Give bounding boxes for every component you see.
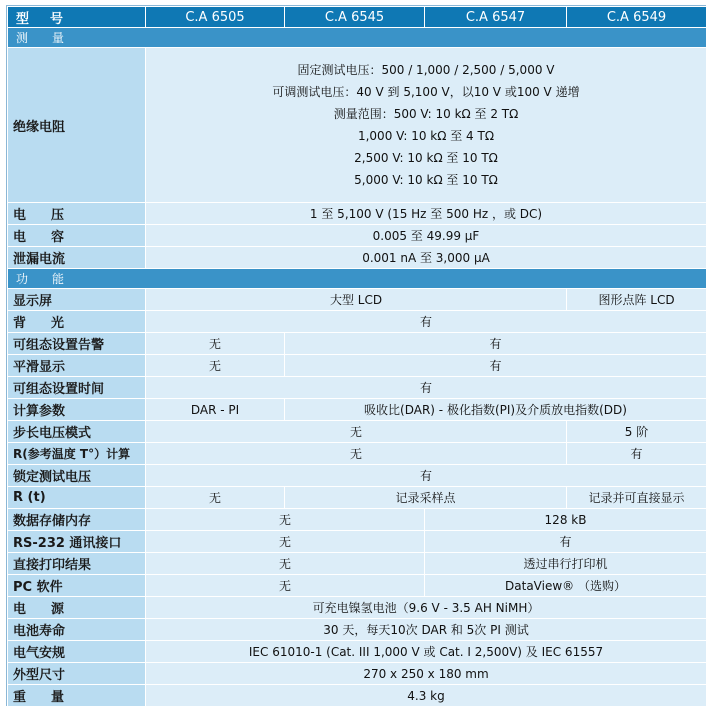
model-ca6549: C.A 6549 [567, 7, 707, 28]
cell-value: 无 [146, 553, 425, 575]
cell-value: 透过串行打印机 [425, 553, 707, 575]
row-label: 电气安规 [8, 641, 146, 663]
cell-value: 5 阶 [567, 421, 707, 443]
cell-value: IEC 61010-1 (Cat. III 1,000 V 或 Cat. I 2,500V) 及 IEC 61557 [146, 641, 707, 663]
row-label: 绝缘电阻 [8, 48, 146, 203]
row-size [8, 663, 707, 685]
row-smoothing [8, 355, 707, 377]
cell-value: 无 [146, 531, 425, 553]
row-label: 数据存储内存 [8, 509, 146, 531]
row-reftemp [8, 443, 707, 465]
row-pc [8, 575, 707, 597]
cell-value: 无 [146, 421, 567, 443]
cell-value: 无 [146, 509, 425, 531]
cell-value: 大型 LCD [146, 289, 567, 311]
row-label: 背 光 [8, 311, 146, 333]
row-label: 计算参数 [8, 399, 146, 421]
row-backlight [8, 311, 707, 333]
cell-value: 有 [146, 465, 707, 487]
cell-value: 图形点阵 LCD [567, 289, 707, 311]
cell-value: 0.005 至 49.99 μF [146, 225, 707, 247]
row-insulation [8, 48, 707, 203]
row-rt [8, 487, 707, 509]
cell-value: 有 [285, 355, 707, 377]
model-label: 型 号 [8, 7, 146, 28]
section-measure-title: 测 量 [8, 28, 707, 48]
row-display [8, 289, 707, 311]
row-label: 重 量 [8, 685, 146, 707]
row-label: 显示屏 [8, 289, 146, 311]
cell-value: 无 [146, 575, 425, 597]
cell-value: 无 [146, 355, 285, 377]
spec-table [7, 6, 707, 707]
cell-value: 30 天，每天10次 DAR 和 5次 PI 测试 [146, 619, 707, 641]
row-label: 可组态设置时间 [8, 377, 146, 399]
row-label: 电 容 [8, 225, 146, 247]
row-lockvolt [8, 465, 707, 487]
row-label: 直接打印结果 [8, 553, 146, 575]
cell-value: 无 [146, 333, 285, 355]
cell-value: 有 [146, 377, 707, 399]
row-label: 电池寿命 [8, 619, 146, 641]
row-safety [8, 641, 707, 663]
cell-value: 可充电镍氢电池（9.6 V - 3.5 AH NiMH） [146, 597, 707, 619]
insulation-line: 5,000 V: 10 kΩ 至 10 TΩ [354, 173, 498, 187]
insulation-line: 固定测试电压：500 / 1,000 / 2,500 / 5,000 V [297, 63, 555, 77]
section-function-title: 功 能 [8, 269, 707, 289]
cell-value: 128 kB [425, 509, 707, 531]
cell-value: 4.3 kg [146, 685, 707, 707]
row-capacitance [8, 225, 707, 247]
cell-value: 吸收比(DAR) - 极化指数(PI)及介质放电指数(DD) [285, 399, 707, 421]
row-leakage [8, 247, 707, 269]
cell-value: 0.001 nA 至 3,000 μA [146, 247, 707, 269]
row-step [8, 421, 707, 443]
cell-value: 记录采样点 [285, 487, 567, 509]
row-label: R(参考温度 T°）计算 [8, 443, 146, 465]
cell-value: 1 至 5,100 V (15 Hz 至 500 Hz ，或 DC) [146, 203, 707, 225]
row-print [8, 553, 707, 575]
insulation-line: 可调测试电压：40 V 到 5,100 V，以10 V 或100 V 递增 [272, 85, 580, 99]
section-measure [8, 28, 707, 48]
header-row [8, 7, 707, 28]
row-voltage [8, 203, 707, 225]
row-label: 泄漏电流 [8, 247, 146, 269]
insulation-values [146, 48, 707, 203]
section-function [8, 269, 707, 289]
insulation-line: 1,000 V: 10 kΩ 至 4 TΩ [357, 129, 495, 143]
cell-value: 无 [146, 443, 567, 465]
model-ca6545: C.A 6545 [285, 7, 425, 28]
insulation-line: 2,500 V: 10 kΩ 至 10 TΩ [354, 151, 498, 165]
row-memory [8, 509, 707, 531]
row-label: RS-232 通讯接口 [8, 531, 146, 553]
cell-value: 有 [285, 333, 707, 355]
cell-value: 有 [146, 311, 707, 333]
cell-value: DataView® （选购） [425, 575, 707, 597]
row-label: 外型尺寸 [8, 663, 146, 685]
row-label: 平滑显示 [8, 355, 146, 377]
row-label: 锁定测试电压 [8, 465, 146, 487]
row-alarm [8, 333, 707, 355]
cell-value: 有 [567, 443, 707, 465]
row-label: R (t) [8, 487, 146, 509]
insulation-line: 测量范围：500 V: 10 kΩ 至 2 TΩ [333, 107, 519, 121]
row-weight [8, 685, 707, 707]
row-label: 可组态设置告警 [8, 333, 146, 355]
row-calc [8, 399, 707, 421]
row-timer [8, 377, 707, 399]
cell-value: DAR - PI [146, 399, 285, 421]
cell-value: 有 [425, 531, 707, 553]
model-ca6505: C.A 6505 [146, 7, 285, 28]
row-rs232 [8, 531, 707, 553]
cell-value: 记录并可直接显示 [567, 487, 707, 509]
row-label: 电 压 [8, 203, 146, 225]
row-label: PC 软件 [8, 575, 146, 597]
cell-value: 270 x 250 x 180 mm [146, 663, 707, 685]
row-battery [8, 619, 707, 641]
row-label: 电 源 [8, 597, 146, 619]
cell-value: 无 [146, 487, 285, 509]
row-power [8, 597, 707, 619]
row-label: 步长电压模式 [8, 421, 146, 443]
model-ca6547: C.A 6547 [425, 7, 567, 28]
